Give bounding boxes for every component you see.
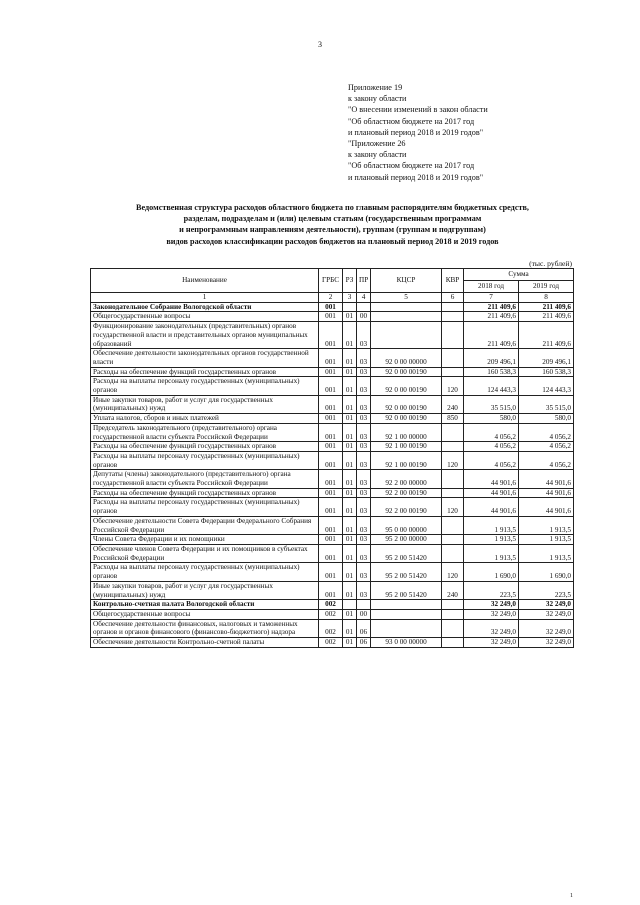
cell-kcsr: 92 1 00 00190 [371,442,442,452]
cell-kcsr: 92 1 00 00190 [371,451,442,469]
cell-s2019: 32 249,0 [519,600,574,610]
cell-s2019: 223,5 [519,581,574,599]
header-kvr: КВР [442,269,464,293]
appendix-line: "Приложение 26 [348,139,406,149]
cell-rz: 01 [343,312,357,322]
cell-kcsr: 92 0 00 00190 [371,395,442,413]
cell-name: Обеспечение деятельности Совета Федерации Федерального Собрания Российской Федерации [91,516,319,534]
appendix-block [348,82,488,183]
cell-name: Расходы на обеспечение функций государственных органов [91,488,319,498]
cell-grbs: 001 [319,377,343,395]
cell-s2019: 209 496,1 [519,349,574,367]
cell-grbs: 001 [319,488,343,498]
table-row [91,619,574,637]
cell-pr: 03 [357,451,371,469]
cell-name: Члены Совета Федерации и их помощники [91,535,319,545]
title-line: Ведомственная структура расходов областного бюджета по главным распорядителям бюджетных средств, [136,203,529,212]
cell-kcsr [371,619,442,637]
table-row [91,451,574,469]
cell-s2019: 580,0 [519,414,574,424]
title-line: видов расходов классификации расходов бюджетов на плановый период 2018 и 2019 годов [166,236,499,246]
cell-pr: 03 [357,367,371,377]
cell-rz: 01 [343,470,357,488]
column-number: 5 [371,293,442,303]
cell-rz: 01 [343,535,357,545]
cell-rz: 01 [343,563,357,581]
cell-rz: 01 [343,367,357,377]
cell-s2018: 32 249,0 [464,619,519,637]
cell-s2018: 160 538,3 [464,367,519,377]
cell-s2019: 1 913,5 [519,544,574,562]
column-number: 1 [91,293,319,303]
cell-pr: 03 [357,395,371,413]
cell-s2018: 4 056,2 [464,423,519,441]
appendix-line: "Об областном бюджете на 2017 год [348,116,475,126]
cell-s2019: 4 056,2 [519,451,574,469]
cell-name: Депутаты (члены) законодательного (представительного) органа государственной власти субъекта Российской Федерации [91,470,319,488]
cell-s2019: 32 249,0 [519,619,574,637]
units-label: (тыс. рублей) [529,259,572,268]
cell-kvr: 120 [442,563,464,581]
column-number: 2 [319,293,343,303]
cell-pr: 03 [357,581,371,599]
cell-rz: 01 [343,442,357,452]
cell-kvr: 240 [442,581,464,599]
cell-grbs: 001 [319,535,343,545]
cell-name: Законодательное Собрание Вологодской области [91,302,319,312]
cell-rz [343,302,357,312]
cell-name: Расходы на выплаты персоналу государственных (муниципальных) органов [91,498,319,516]
cell-name: Общегосударственные вопросы [91,609,319,619]
cell-kcsr: 92 0 00 00190 [371,414,442,424]
header-2018: 2018 год [464,281,519,293]
appendix-line: и плановый период 2018 и 2019 годов" [348,127,484,137]
cell-s2019: 1 913,5 [519,516,574,534]
table-row [91,470,574,488]
cell-s2018: 211 409,6 [464,322,519,349]
cell-name: Общегосударственные вопросы [91,312,319,322]
cell-pr [357,302,371,312]
appendix-line: Приложение 19 [348,83,403,92]
cell-kcsr [371,302,442,312]
cell-s2019: 1 913,5 [519,535,574,545]
cell-grbs: 001 [319,395,343,413]
cell-grbs: 001 [319,423,343,441]
header-name: Наименование [91,269,319,293]
cell-s2019: 211 409,6 [519,322,574,349]
cell-kcsr: 92 1 00 00000 [371,423,442,441]
cell-grbs: 002 [319,638,343,648]
cell-s2018: 4 056,2 [464,451,519,469]
cell-rz: 01 [343,488,357,498]
cell-name: Уплата налогов, сборов и иных платежей [91,414,319,424]
cell-kvr: 850 [442,414,464,424]
cell-rz: 01 [343,414,357,424]
cell-s2018: 580,0 [464,414,519,424]
cell-pr: 03 [357,377,371,395]
cell-s2018: 209 496,1 [464,349,519,367]
cell-name: Обеспечение членов Совета Федерации и их помощников в субъектах Российской Федерации [91,544,319,562]
cell-kvr: 120 [442,451,464,469]
cell-kcsr: 92 2 00 00190 [371,488,442,498]
appendix-line: к закону области [348,150,407,160]
table-row [91,638,574,648]
appendix-line: к закону области [348,94,407,104]
cell-grbs: 001 [319,322,343,349]
cell-pr: 03 [357,488,371,498]
cell-kvr: 120 [442,377,464,395]
cell-name: Расходы на обеспечение функций государственных органов [91,442,319,452]
cell-rz: 01 [343,544,357,562]
header-2019: 2019 год [519,281,574,293]
cell-kcsr [371,322,442,349]
cell-pr: 03 [357,498,371,516]
cell-grbs: 001 [319,563,343,581]
cell-kvr [442,516,464,534]
cell-name: Обеспечение деятельности Контрольно-счетной палаты [91,638,319,648]
column-number: 7 [464,293,519,303]
cell-pr: 03 [357,349,371,367]
table-row [91,377,574,395]
cell-kvr: 240 [442,395,464,413]
cell-s2018: 44 901,6 [464,488,519,498]
cell-name: Обеспечение деятельности финансовых, налоговых и таможенных органов и органов финансового (финансово-бюджетного) надзора [91,619,319,637]
cell-pr: 03 [357,563,371,581]
cell-rz: 01 [343,322,357,349]
cell-s2018: 1 690,0 [464,563,519,581]
cell-s2019: 44 901,6 [519,470,574,488]
cell-kvr [442,600,464,610]
cell-s2019: 160 538,3 [519,367,574,377]
appendix-line: и плановый период 2018 и 2019 годов" [348,172,484,182]
cell-s2018: 211 409,6 [464,302,519,312]
cell-grbs: 002 [319,609,343,619]
cell-s2018: 35 515,0 [464,395,519,413]
table-row [91,312,574,322]
cell-kcsr [371,609,442,619]
cell-grbs: 002 [319,619,343,637]
table-row [91,488,574,498]
cell-s2019: 4 056,2 [519,442,574,452]
cell-rz: 01 [343,609,357,619]
cell-rz: 01 [343,395,357,413]
cell-name: Функционирование законодательных (представительных) органов государственной власти и представительных органов муниципальных образований [91,322,319,349]
cell-rz: 01 [343,516,357,534]
cell-name: Обеспечение деятельности законодательных органов государственной власти [91,349,319,367]
cell-s2019: 124 443,3 [519,377,574,395]
cell-s2018: 223,5 [464,581,519,599]
cell-pr [357,600,371,610]
cell-name: Расходы на выплаты персоналу государственных (муниципальных) органов [91,451,319,469]
cell-kvr [442,322,464,349]
table-row [91,516,574,534]
cell-pr: 03 [357,423,371,441]
cell-grbs: 001 [319,581,343,599]
table-row [91,581,574,599]
cell-rz: 01 [343,349,357,367]
column-number: 8 [519,293,574,303]
cell-kcsr: 92 2 00 00190 [371,498,442,516]
cell-kcsr: 95 2 00 00000 [371,535,442,545]
cell-pr: 03 [357,535,371,545]
cell-pr: 00 [357,312,371,322]
appendix-line: "Об областном бюджете на 2017 год [348,161,475,171]
table-row [91,395,574,413]
header-row [91,269,574,281]
table-row [91,535,574,545]
appendix-line: "О внесении изменений в закон области [348,105,488,115]
cell-grbs: 001 [319,544,343,562]
cell-s2018: 44 901,6 [464,498,519,516]
cell-pr: 03 [357,516,371,534]
cell-s2018: 4 056,2 [464,442,519,452]
cell-pr: 06 [357,638,371,648]
cell-name: Иные закупки товаров, работ и услуг для государственных (муниципальных) нужд [91,395,319,413]
header-rz: РЗ [343,269,357,293]
cell-name: Иные закупки товаров, работ и услуг для государственных (муниципальных) нужд [91,581,319,599]
corner-mark: 1 [570,893,573,899]
cell-grbs: 001 [319,414,343,424]
cell-s2018: 32 249,0 [464,638,519,648]
cell-s2019: 211 409,6 [519,302,574,312]
column-numbers-row [91,293,574,303]
cell-kcsr: 95 2 00 51420 [371,544,442,562]
cell-kcsr: 92 2 00 00000 [371,470,442,488]
budget-table [90,268,574,648]
cell-s2019: 44 901,6 [519,498,574,516]
cell-s2019: 4 056,2 [519,423,574,441]
cell-s2019: 1 690,0 [519,563,574,581]
cell-kvr [442,544,464,562]
table-row [91,609,574,619]
cell-s2018: 1 913,5 [464,516,519,534]
cell-name: Контрольно-счетная палата Вологодской области [91,600,319,610]
cell-kvr [442,535,464,545]
cell-s2019: 211 409,6 [519,312,574,322]
table-row [91,563,574,581]
cell-kcsr [371,312,442,322]
cell-s2018: 32 249,0 [464,609,519,619]
cell-grbs: 001 [319,302,343,312]
cell-grbs: 001 [319,498,343,516]
cell-s2019: 35 515,0 [519,395,574,413]
header-grbs: ГРБС [319,269,343,293]
table-row [91,302,574,312]
cell-kcsr: 92 0 00 00190 [371,377,442,395]
cell-rz: 01 [343,498,357,516]
table-row [91,423,574,441]
table-row [91,414,574,424]
cell-s2019: 44 901,6 [519,488,574,498]
cell-pr: 03 [357,442,371,452]
cell-pr: 03 [357,322,371,349]
cell-kcsr: 95 0 00 00000 [371,516,442,534]
cell-rz [343,600,357,610]
cell-kvr [442,488,464,498]
cell-s2018: 44 901,6 [464,470,519,488]
cell-kvr [442,609,464,619]
cell-kcsr: 92 0 00 00190 [371,367,442,377]
cell-grbs: 001 [319,442,343,452]
cell-grbs: 001 [319,367,343,377]
cell-s2018: 124 443,3 [464,377,519,395]
table-row [91,442,574,452]
cell-kvr [442,470,464,488]
cell-pr: 03 [357,470,371,488]
table-row [91,322,574,349]
cell-name: Председатель законодательного (представительного) органа государственной власти субъекта Российской Федерации [91,423,319,441]
header-kcsr: КЦСР [371,269,442,293]
table-row [91,600,574,610]
cell-kvr [442,423,464,441]
cell-grbs: 001 [319,349,343,367]
cell-rz: 01 [343,581,357,599]
cell-rz: 01 [343,451,357,469]
cell-name: Расходы на выплаты персоналу государственных (муниципальных) органов [91,563,319,581]
cell-s2019: 32 249,0 [519,638,574,648]
table-row [91,367,574,377]
table-row [91,349,574,367]
cell-rz: 01 [343,377,357,395]
column-number: 4 [357,293,371,303]
table-row [91,544,574,562]
cell-kcsr: 93 0 00 00000 [371,638,442,648]
cell-kvr [442,442,464,452]
cell-grbs: 001 [319,451,343,469]
header-pr: ПР [357,269,371,293]
cell-kvr [442,302,464,312]
cell-kcsr: 95 2 00 51420 [371,563,442,581]
title-line: разделам, подразделам и (или) целевым статьям (государственным программам [183,214,482,224]
cell-pr: 03 [357,414,371,424]
cell-grbs: 002 [319,600,343,610]
cell-kcsr [371,600,442,610]
cell-kcsr: 92 0 00 00000 [371,349,442,367]
cell-rz: 01 [343,638,357,648]
cell-kvr [442,349,464,367]
cell-kvr: 120 [442,498,464,516]
cell-pr: 03 [357,544,371,562]
cell-kvr [442,619,464,637]
cell-rz: 01 [343,619,357,637]
cell-s2018: 1 913,5 [464,544,519,562]
cell-pr: 06 [357,619,371,637]
cell-grbs: 001 [319,470,343,488]
cell-rz: 01 [343,423,357,441]
header-sum: Сумма [464,269,574,281]
document-title [60,202,605,247]
cell-kcsr: 95 2 00 51420 [371,581,442,599]
cell-name: Расходы на выплаты персоналу государственных (муниципальных) органов [91,377,319,395]
cell-s2018: 211 409,6 [464,312,519,322]
cell-s2018: 32 249,0 [464,600,519,610]
cell-name: Расходы на обеспечение функций государственных органов [91,367,319,377]
column-number: 6 [442,293,464,303]
cell-kvr [442,638,464,648]
cell-grbs: 001 [319,516,343,534]
table-row [91,498,574,516]
cell-grbs: 001 [319,312,343,322]
column-number: 3 [343,293,357,303]
cell-pr: 00 [357,609,371,619]
cell-s2018: 1 913,5 [464,535,519,545]
cell-kvr [442,312,464,322]
cell-kvr [442,367,464,377]
title-line: и непрограммным направлениям деятельности), группам (группам и подгруппам) [179,225,486,235]
cell-s2019: 32 249,0 [519,609,574,619]
page-number: 3 [318,40,322,49]
